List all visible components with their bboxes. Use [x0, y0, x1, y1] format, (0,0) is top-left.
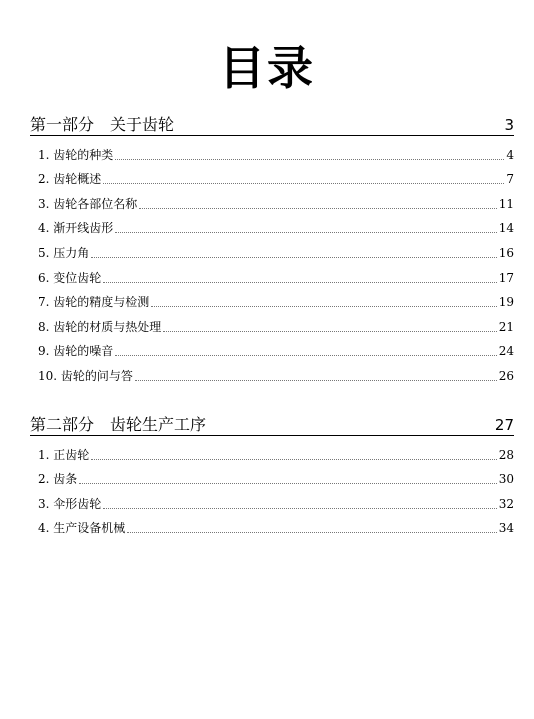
toc-entry-label: 7. 齿轮的精度与检测: [38, 295, 150, 310]
page-title: 目录: [219, 41, 315, 95]
toc-entry[interactable]: [38, 310, 514, 335]
part-title: 第二部分 齿轮生产工序: [30, 415, 207, 434]
toc-entry-label: 8. 齿轮的材质与热处理: [38, 319, 162, 334]
part-title: 第一部分 关于齿轮: [30, 115, 175, 134]
toc-entry[interactable]: [38, 187, 514, 212]
toc-entry-page: 7: [506, 172, 514, 187]
toc-entry-page: 30: [498, 472, 514, 487]
toc-entry-page: 21: [498, 319, 514, 334]
toc-entry-page: 17: [498, 270, 514, 285]
dot-leader: [91, 458, 496, 460]
dot-leader: [91, 256, 496, 258]
toc-list-part-1: [38, 138, 514, 384]
toc-entry[interactable]: [38, 138, 514, 163]
toc-entry[interactable]: [38, 163, 514, 188]
toc-entry-label: 10. 齿轮的问与答: [38, 368, 133, 383]
toc-entry[interactable]: [38, 212, 514, 237]
toc-entry[interactable]: [38, 261, 514, 286]
toc-entry-label: 5. 压力角: [38, 245, 90, 260]
toc-entry[interactable]: [38, 438, 514, 463]
toc-entry[interactable]: [38, 512, 514, 537]
toc-entry-label: 1. 正齿轮: [38, 447, 90, 462]
toc-entry-page: 4: [506, 147, 514, 162]
dot-leader: [151, 305, 496, 307]
dot-leader: [79, 482, 496, 484]
toc-entry[interactable]: [38, 236, 514, 261]
toc-entry[interactable]: [38, 286, 514, 311]
toc-entry-label: 2. 齿轮概述: [38, 172, 102, 187]
toc-entry[interactable]: [38, 359, 514, 384]
part-heading-1[interactable]: [30, 114, 514, 136]
toc-entry-page: 11: [498, 196, 514, 211]
dot-leader: [163, 330, 496, 332]
dot-leader: [139, 207, 496, 209]
toc-entry-page: 16: [498, 245, 514, 260]
toc-entry-page: 14: [498, 221, 514, 236]
toc-entry-page: 24: [498, 344, 514, 359]
toc-list-part-2: [38, 438, 514, 536]
toc-entry-page: 26: [498, 368, 514, 383]
dot-leader: [115, 158, 504, 160]
toc-entry[interactable]: [38, 335, 514, 360]
dot-leader: [115, 354, 496, 356]
dot-leader: [103, 281, 496, 283]
toc-entry-label: 4. 生产设备机械: [38, 521, 126, 536]
toc-entry-page: 32: [498, 496, 514, 511]
toc-entry-label: 9. 齿轮的噪音: [38, 344, 114, 359]
part-page-number: 27: [494, 416, 514, 434]
toc-entry-label: 3. 齿轮各部位名称: [38, 196, 138, 211]
toc-entry-label: 6. 变位齿轮: [38, 270, 102, 285]
toc-entry-page: 34: [498, 521, 514, 536]
toc-entry-label: 1. 齿轮的种类: [38, 147, 114, 162]
toc-entry-page: 19: [498, 295, 514, 310]
dot-leader: [103, 507, 496, 509]
dot-leader: [115, 231, 496, 233]
toc-entry[interactable]: [38, 487, 514, 512]
toc-entry[interactable]: [38, 463, 514, 488]
toc-entry-label: 4. 渐开线齿形: [38, 221, 114, 236]
toc-entry-label: 2. 齿条: [38, 472, 78, 487]
dot-leader: [135, 379, 497, 381]
toc-entry-page: 28: [498, 447, 514, 462]
part-heading-2[interactable]: [30, 414, 514, 436]
part-page-number: 3: [504, 116, 514, 134]
toc-entry-label: 3. 伞形齿轮: [38, 496, 102, 511]
dot-leader: [103, 182, 504, 184]
dot-leader: [127, 531, 496, 533]
